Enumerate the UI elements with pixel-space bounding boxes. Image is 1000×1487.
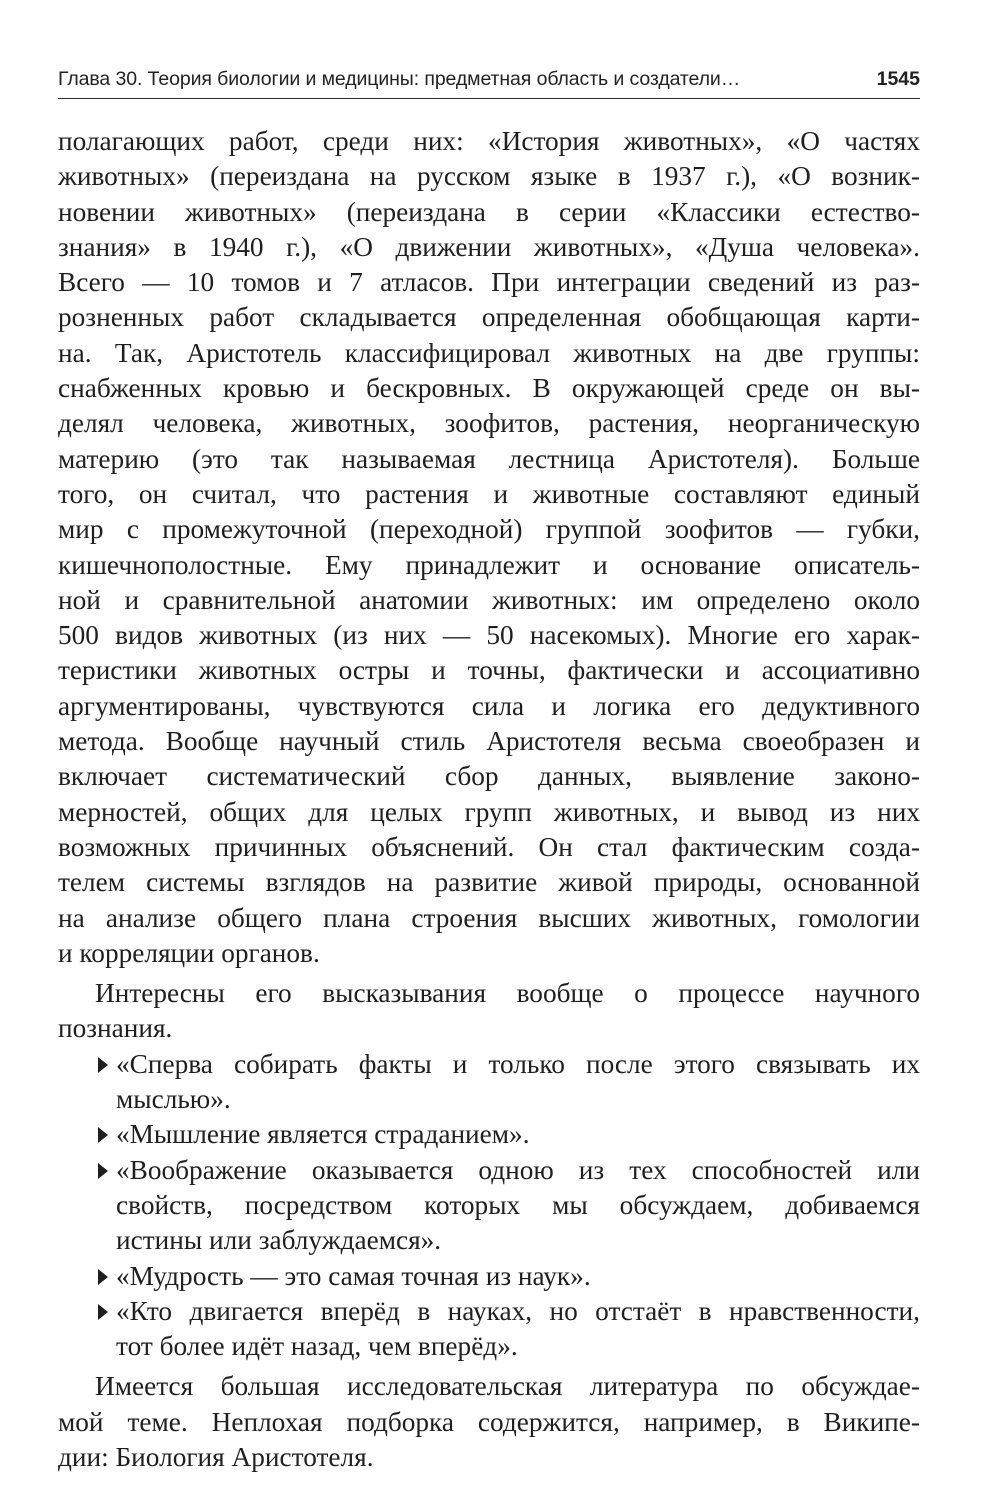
text-line: и корреляции органов. <box>58 937 320 968</box>
list-item <box>58 1117 920 1152</box>
paragraph-aristotle-works <box>58 124 920 971</box>
text-line: Имеется большая исследовательская литература по обсуждае- <box>95 1371 920 1402</box>
paragraph-quotes-intro <box>58 976 920 1047</box>
list-item <box>58 1259 920 1294</box>
text-line: «Мудрость — это самая точная из наук». <box>58 1259 920 1294</box>
list-item <box>58 1153 920 1259</box>
list-item <box>58 1047 920 1118</box>
text-line: познания. <box>58 1013 173 1044</box>
paragraph-literature <box>58 1369 920 1475</box>
text-line: ной и сравнительной анатомии животных: им определено около <box>58 584 920 615</box>
text-line: материю (это так называемая лестница Аристотеля). Больше <box>58 443 920 474</box>
text-line: аргументированы, чувствуются сила и логика его дедуктивного <box>58 690 920 721</box>
text-line: телем системы взглядов на развитие живой природы, основанной <box>58 867 920 898</box>
quotes-list <box>58 1047 920 1365</box>
text-line: дии: Биология Аристотеля. <box>58 1441 374 1472</box>
text-line: мерностей, общих для целых групп животных, и вывод из них <box>58 796 920 827</box>
list-item <box>58 1294 920 1365</box>
text-line: Интересны его высказывания вообще о процессе научного <box>95 978 920 1009</box>
text-line: возможных причинных объяснений. Он стал фактическим созда- <box>58 831 920 862</box>
text-line: мыслью». <box>116 1084 231 1115</box>
text-line: «Мышление является страданием». <box>58 1117 920 1152</box>
text-line: свойств, посредством которых мы обсуждаем, добиваемся <box>116 1189 920 1220</box>
text-line: знания» в 1940 г.), «О движении животных», «Душа человека». <box>58 231 920 262</box>
text-line: «Воображение оказывается одною из тех способностей или <box>58 1153 920 1188</box>
text-line: метода. Вообще научный стиль Аристотеля весьма своеобразен и <box>58 726 920 757</box>
text-line: Всего — 10 томов и 7 атласов. При интеграции сведений из раз- <box>58 267 920 298</box>
text-line: на анализе общего плана строения высших животных, гомологии <box>58 902 920 933</box>
text-line: «Кто двигается вперёд в науках, но отстаёт в нравственности, <box>58 1294 920 1329</box>
triangle-bullet-icon <box>98 1057 108 1073</box>
text-line: «Сперва собирать факты и только после этого связывать их <box>58 1047 920 1082</box>
text-line: розненных работ складывается определенная обобщающая карти- <box>58 302 920 333</box>
text-line: теристики животных остры и точны, фактически и ассоциативно <box>58 655 920 686</box>
text-line: животных» (переиздана на русском языке в 1937 г.), «О возник- <box>58 161 920 192</box>
triangle-bullet-icon <box>98 1304 108 1320</box>
page-number: 1545 <box>876 68 920 90</box>
text-line: на. Так, Аристотель классифицировал животных на две группы: <box>58 337 920 368</box>
text-line: 500 видов животных (из них — 50 насекомых). Многие его харак- <box>58 620 920 651</box>
text-line: истины или заблуждаемся». <box>116 1225 442 1256</box>
text-line: тот более идёт назад, чем вперёд». <box>116 1331 518 1362</box>
running-header <box>58 66 920 99</box>
triangle-bullet-icon <box>98 1127 108 1143</box>
text-line: кишечнополостные. Ему принадлежит и основание описатель- <box>58 549 920 580</box>
body-text <box>58 124 920 1475</box>
triangle-bullet-icon <box>98 1163 108 1179</box>
text-line: включает систематический сбор данных, выявление законо- <box>58 761 920 792</box>
triangle-bullet-icon <box>98 1269 108 1285</box>
text-line: полагающих работ, среди них: «История животных», «О частях <box>58 126 920 156</box>
text-line: того, он считал, что растения и животные составляют единый <box>58 478 920 509</box>
running-title: Глава 30. Теория биологии и медицины: предметная область и создатели… <box>58 68 741 90</box>
text-line: делял человека, животных, зоофитов, растения, неорганическую <box>58 408 920 439</box>
text-line: новении животных» (переиздана в серии «Классики естество- <box>58 196 920 227</box>
text-line: снабженных кровью и бескровных. В окружающей среде он вы- <box>58 373 920 404</box>
text-line: мой теме. Неплохая подборка содержится, например, в Википе- <box>58 1406 920 1437</box>
text-line: мир с промежуточной (переходной) группой зоофитов — губки, <box>58 514 920 545</box>
